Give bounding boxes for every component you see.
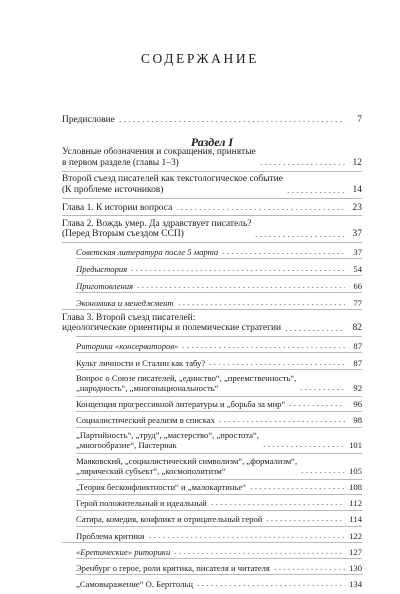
toc-entry-title: Герой положительный и идеальный [76,498,207,509]
toc-subentry[interactable] [76,246,362,257]
toc-entry-page: 54 [353,263,362,274]
toc-entry[interactable] [62,147,362,168]
leader-dots [196,578,345,587]
toc-entry-title: „Самовыражение“ О. Берггольц [76,578,194,589]
leader-dots [118,114,345,123]
toc-entry-title: Социалистический реализм в списках [76,415,215,426]
toc-entry-title: Предисловие [62,114,115,125]
leader-dots [259,157,345,166]
toc-entry-page: 108 [349,482,362,493]
toc-entry-page: 77 [353,297,362,308]
divider [76,258,362,259]
leader-dots [284,323,345,332]
toc-entry-title: Маяковский, „социалистический символизм“, „формализм“, „лирический субъект“, „космополитизм“ [76,455,298,476]
leader-dots [218,414,345,423]
toc-entry-chapter-1[interactable] [62,202,362,213]
leader-dots [177,297,345,306]
toc-subentry[interactable] [76,578,362,589]
toc-entry-title: Второй съезд писателей как текстологическое событие (К проблеме источников) [62,174,283,195]
leader-dots [265,513,345,522]
divider [76,479,362,480]
toc-entry-title: Советская литература после 5 марта [76,246,219,257]
leader-dots [273,562,345,571]
toc-entry-title: „Теория бесконфликтности“ и „малокартинье“ [76,482,246,493]
leader-dots [254,229,345,238]
toc-subentry[interactable] [76,398,362,409]
toc-entry-title: Глава 3. Второй съезд писателей: идеологические ориентиры и полемические стратегии [62,312,282,334]
divider [62,198,362,199]
toc-entry-title: Культ личности и Сталин как табу? [76,357,206,368]
divider [76,275,362,276]
divider [62,242,362,243]
divider [76,336,362,337]
toc-subentry[interactable] [76,513,362,524]
leader-dots [262,439,345,448]
toc-entry-title: Риторика «консерваторов» [76,340,179,351]
toc-entry-page: 112 [349,498,362,509]
leader-dots [173,546,345,555]
toc-entry-page: 101 [349,440,362,451]
toc-subentry[interactable] [76,562,362,573]
toc-subentry[interactable] [76,414,362,425]
toc-entry-page: 114 [349,514,362,525]
divider [62,171,362,172]
divider [76,352,362,353]
divider [76,427,362,428]
toc-entry[interactable] [62,174,362,195]
toc-entry-page: 87 [353,340,362,351]
toc-entry-title: Условные обозначения и сокращения, принятые в первом разделе (главы 1–3) [62,147,256,168]
toc-entry-title: „Партийность“, „труд“, „мастерство“, „простота“, „многообразие“, Пастернак [76,430,259,451]
toc-subentry[interactable] [76,280,362,291]
toc-entry-page: 122 [349,530,362,541]
divider [76,574,362,575]
divider [62,309,362,310]
toc-subentry[interactable] [76,530,362,541]
leader-dots [299,382,345,391]
leader-dots [130,263,345,272]
toc-entry-page: 98 [353,415,362,426]
toc-entry-chapter-3[interactable] [62,313,362,334]
toc-entry-title: Глава 2. Вождь умер. Да здравствует писатель? (Перед Вторым съездом ССП) [62,218,252,240]
divider [62,542,362,543]
toc-entry-title: Концепция прогрессивной литературы и „борьба за мир“ [76,399,286,410]
toc-entry-title: Приготовления [76,280,134,291]
leader-dots [148,530,345,539]
toc-entry-page: 14 [352,184,362,195]
toc-entry-page: 82 [352,323,362,334]
divider [76,558,362,559]
toc-entry-title: Сатира, комедия, конфликт и отрицательный герой [76,514,263,525]
leader-dots [136,280,345,289]
section-heading: Раздел I [190,134,234,149]
toc-entry-title: «Еретические» риторики [76,546,171,557]
leader-dots [181,340,345,349]
divider [76,396,362,397]
leader-dots [288,398,345,407]
toc-entry-page: 66 [353,280,362,291]
toc-entry-title: Вопрос о Союзе писателей, „единство“, „преемственность“, „народность“, „многонациональность“ [76,372,297,393]
toc-subentry[interactable] [76,481,362,492]
toc-entry-page: 37 [353,246,362,257]
toc-entry-page: 105 [349,465,362,476]
toc-entry-title: Эренбург о герое, роли критика, писателя и читателя [76,562,270,573]
toc-entry-page: 127 [349,546,362,557]
divider [76,411,362,412]
toc-subentry[interactable] [76,340,362,351]
toc-subentry[interactable] [76,430,362,450]
leader-dots [286,185,345,194]
divider [76,292,362,293]
divider [76,494,362,495]
leader-dots [175,202,345,211]
toc-subentry[interactable] [76,357,362,368]
leader-dots [300,465,345,474]
divider [76,453,362,454]
toc-entry-title: Предыстория [76,263,128,274]
toc-subentry[interactable] [76,546,362,557]
toc-subentry[interactable] [76,297,362,308]
toc-entry-chapter-2[interactable] [62,219,362,240]
toc-entry-page: 87 [353,357,362,368]
toc-subentry[interactable] [76,373,362,393]
divider [62,215,362,216]
divider [76,526,362,527]
toc-entry-page: 7 [357,114,362,125]
page-title: СОДЕРЖАНИЕ [140,51,260,66]
toc-entry-title: Экономика и менеджмент [76,297,174,308]
toc-entry-page: 130 [349,562,362,573]
leader-dots [208,357,345,366]
toc-entry-page: 96 [353,399,362,410]
toc-subentry[interactable] [76,263,362,274]
toc-entry-page: 23 [352,202,362,213]
toc-entry-page: 134 [349,578,362,589]
divider [76,510,362,511]
toc-subentry[interactable] [76,497,362,508]
toc-entry-title: Глава 1. К истории вопроса [62,202,173,213]
toc-entry-title: Проблема критики [76,530,145,541]
divider [76,369,362,370]
toc-entry-page: 92 [353,382,362,393]
toc-entry-page: 12 [352,157,362,168]
leader-dots [210,497,345,506]
toc-subentry[interactable] [76,456,362,476]
leader-dots [221,246,345,255]
leader-dots [249,481,345,490]
toc-entry-preface[interactable] [62,114,362,125]
toc-entry-page: 37 [352,229,362,240]
